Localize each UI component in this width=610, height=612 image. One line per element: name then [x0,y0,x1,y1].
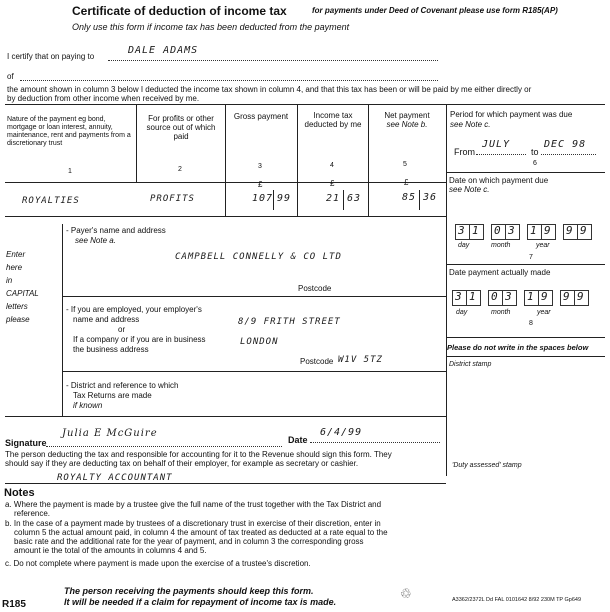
paid-digit: 0 [491,290,499,303]
net-pounds[interactable]: 85 [402,192,417,203]
due-digit: 0 [494,224,502,237]
num7: 7 [529,254,533,261]
sign-instruction1: The person deducting the tax and responsible for accounting for it to the Revenue should sign this form. They [5,450,392,459]
note-b-line2: column 5 the actual amount paid, in column 4 the amount of tax treated as deducted at a rate equal to the [14,528,388,537]
note-a-line2: reference. [14,509,51,518]
due-digit: 1 [472,224,480,237]
company-label: If a company or if you are in business [73,335,206,344]
col4-currency: £ [330,179,335,188]
col4-num: 4 [330,162,334,169]
paid-digit: 3 [455,290,463,303]
net-pence[interactable]: 36 [423,192,438,203]
col4-header: Income tax deducted by me [304,111,362,129]
due-digit: 9 [580,224,588,237]
notes-heading: Notes [4,487,35,499]
due-digit: 9 [566,224,574,237]
tax-pence[interactable]: 63 [347,193,362,204]
keep-form-note: The person receiving the payments should keep this form. [64,586,314,596]
address-line2[interactable]: LONDON [240,337,279,347]
paid-digit: 9 [577,290,585,303]
covenant-note: for payments under Deed of Covenant please use form R185(AP) [312,6,558,15]
signature-value[interactable]: Julia E McGuire [62,428,158,439]
due-digit: 3 [508,224,516,237]
note-b-line3: basic rate and the additional rate for the year of payment, and in column 3 the corresponding gross [14,537,364,546]
tax-pounds[interactable]: 21 [326,193,341,204]
payer-name-label: - Payer's name and address [66,226,166,235]
col6-note: see Note c. [450,120,491,129]
col3-header: Gross payment [233,112,289,121]
note-a-line1: a. Where the payment is made by a trustee give the full name of the trust together with the Tax District and [5,500,382,509]
enter-here-note: Enter here in CAPITAL letters please [6,250,39,324]
col5-note: see Note b. [386,120,428,129]
num8: 8 [529,320,533,327]
signatory-role[interactable]: ROYALTY ACCOUNTANT [57,473,173,483]
paid-digit: 9 [541,290,549,303]
period-from-label: From [454,147,475,157]
form-title: Certificate of deduction of income tax [72,4,287,18]
payee-name[interactable]: DALE ADAMS [128,45,199,56]
statement-line2: by deduction from other income when received by me. [7,94,200,103]
employer-label: - If you are employed, your employer's [66,305,202,314]
col5-header: Net payment [384,111,430,120]
due-digit: 3 [458,224,466,237]
recycle-icon: ♲ [400,586,412,601]
col3-num: 3 [258,163,262,170]
signature-label: Signature [5,438,47,448]
gross-pounds[interactable]: 107 [252,193,274,204]
date-paid-label: Date payment actually made [449,268,551,277]
date-due-note: see Note c. [449,185,490,194]
paid-digit: 9 [563,290,571,303]
payer-name-value[interactable]: CAMPBELL CONNELLY & CO LTD [175,252,342,262]
print-code: A3362/2372L Dd FAL 0101642 8/92 230M TP Gp649 [452,597,582,603]
paid-digit: 3 [505,290,513,303]
payment-nature[interactable]: ROYALTIES [22,196,80,206]
repayment-note: It will be needed if a claim for repayment of income tax is made. [64,597,337,607]
payment-source[interactable]: PROFITS [150,194,195,204]
note-b-line4: amount ie the total of the amounts in columns 4 and 5. [14,546,207,555]
col5-num: 5 [403,161,407,168]
payer-postcode-label: Postcode [298,284,332,293]
district-label: - District and reference to which [66,381,179,390]
district-label2: Tax Returns are made [73,391,152,400]
note-c: c. Do not complete where payment is made upon the exercise of a trustee's discretion. [5,559,311,568]
col5-currency: £ [404,178,409,187]
signature-date[interactable]: 6/4/99 [320,427,363,438]
employer-label2: name and address [73,315,140,324]
col1-header: Nature of the payment eg bond, mortgage or loan interest, annuity, maintenance, rent and payments from a discretionary trust [7,116,131,147]
sign-instruction2: should say if they are deducting tax on behalf of their employer, for example as secretary or cashier. [5,459,359,468]
paid-digit: 1 [469,290,477,303]
period-to-value[interactable]: DEC 98 [544,139,587,150]
duty-assessed-label: 'Duty assessed' stamp [452,462,522,469]
due-digit: 1 [530,224,538,237]
company-label2: the business address [73,345,149,354]
paid-digit: 1 [527,290,535,303]
period-from-value[interactable]: JULY [482,139,511,150]
col1-num: 1 [68,168,72,175]
note-b-line1: b. In the case of a payment made by trustees of a discretionary trust in exercise of their discretion, enter in [5,519,381,528]
district-stamp-label: District stamp [449,361,492,368]
due-day-label: day [458,242,470,249]
col6-num: 6 [533,160,537,167]
statement-line1: the amount shown in column 3 below I deducted the income tax shown in column 4, and that this tax has been or will be paid by me either directly or [7,85,532,94]
col2-header: For profits or other source out of which paid [146,114,216,141]
period-to-label: to [531,147,539,157]
form-id: R185 [2,599,26,610]
due-year-label: year [536,242,550,249]
employer-postcode-label: Postcode [300,357,334,366]
date-due-label: Date on which payment due [449,176,549,185]
or-label: or [118,325,126,334]
col3-currency: £ [258,180,263,189]
col6-header: Period for which payment was due [450,110,573,119]
paid-day-label: day [456,309,468,316]
due-digit: 9 [544,224,552,237]
col2-num: 2 [178,166,182,173]
only-use-note: Only use this form if income tax has been deducted from the payment [72,22,350,32]
paid-year-label: year [537,309,551,316]
employer-postcode-value[interactable]: W1V 5TZ [338,355,383,365]
payer-name-note: see Note a. [75,236,116,245]
certify-label: I certify that on paying to [7,52,95,61]
address-line1[interactable]: 8/9 FRITH STREET [238,317,341,327]
date-label: Date [288,435,308,445]
due-month-label: month [491,242,511,249]
paid-month-label: month [491,309,511,316]
district-label3: if known [73,401,103,410]
of-label: of [7,72,14,81]
do-not-write-note: Please do not write in the spaces below [447,343,589,352]
gross-pence[interactable]: 99 [277,193,292,204]
